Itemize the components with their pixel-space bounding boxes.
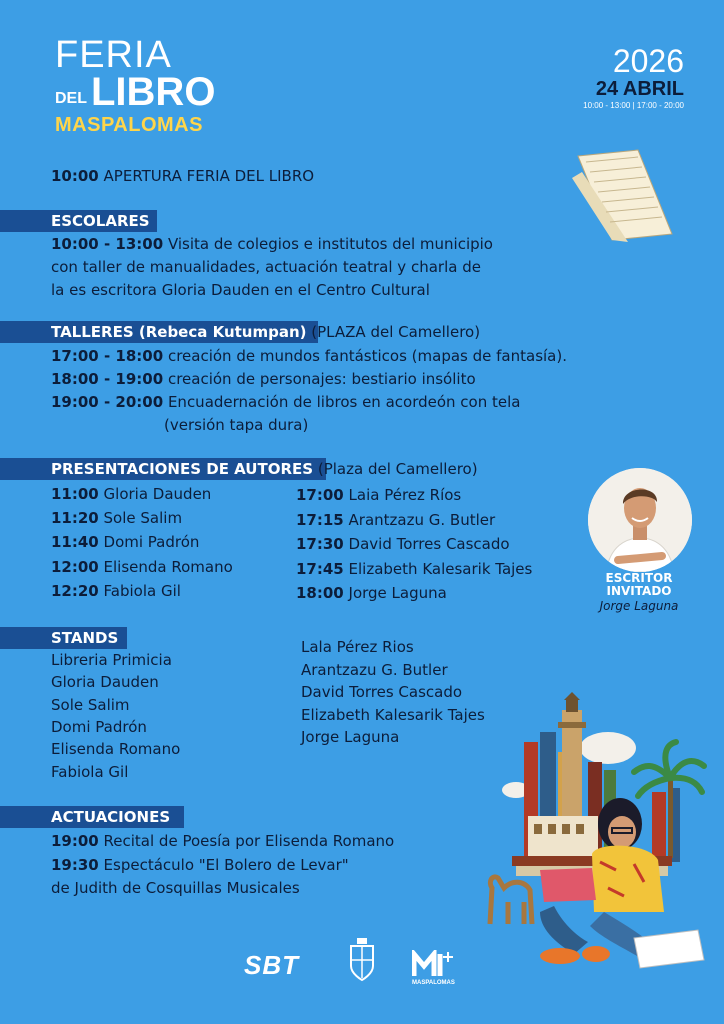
talleres-extra: (versión tapa dura): [164, 416, 309, 434]
guest-label: [584, 572, 694, 614]
presentacion-name: Laia Pérez Ríos: [348, 486, 462, 504]
event-date: [583, 44, 684, 112]
presentacion-name: David Torres Cascado: [348, 535, 510, 553]
presentacion-time: 17:30: [296, 535, 344, 553]
logo-feria: FERIA: [55, 34, 172, 76]
presentaciones-place: (Plaza del Camellero): [317, 460, 478, 478]
presentacion-time: 17:00: [296, 486, 344, 504]
presentacion-name: Arantzazu G. Butler: [348, 511, 496, 529]
talleres-text: creación de personajes: bestiario insólito: [167, 370, 476, 388]
presentacion-time: 17:15: [296, 511, 344, 529]
actuacion-text: Recital de Poesía por Elisenda Romano: [103, 832, 395, 850]
open-book-icon: [568, 148, 676, 244]
stand-item: Libreria Primicia: [51, 651, 172, 669]
presentacion-item: [51, 556, 233, 578]
talleres-text: Encuadernación de libros en acordeón con tela: [167, 393, 521, 411]
actuacion-item: [51, 854, 349, 876]
talleres-header: [51, 321, 480, 343]
presentacion-time: 12:20: [51, 582, 99, 600]
escolares-line-3: la es escritora Gloria Dauden en el Centro Cultural: [51, 281, 430, 299]
presentacion-item: [296, 484, 461, 506]
guest-label-1: ESCRITOR: [605, 571, 673, 585]
presentacion-item: [296, 509, 495, 531]
feria-logo: [55, 36, 215, 138]
opening-text: APERTURA FERIA DEL LIBRO: [103, 167, 315, 185]
footer-logos: [240, 938, 470, 994]
stand-item: Gloria Dauden: [51, 673, 159, 691]
presentacion-name: Sole Salim: [103, 509, 183, 527]
stand-item: Elisenda Romano: [51, 740, 181, 758]
presentacion-item: [296, 558, 532, 580]
presentacion-time: 11:00: [51, 485, 99, 503]
guest-label-2: INVITADO: [606, 584, 672, 598]
presentacion-time: 18:00: [296, 584, 344, 602]
talleres-time: 19:00 - 20:00: [51, 393, 164, 411]
opening-time: 10:00: [51, 167, 99, 185]
presentacion-item: [296, 582, 447, 604]
actuacion-extra: de Judith de Cosquillas Musicales: [51, 879, 300, 897]
presentacion-time: 12:00: [51, 558, 99, 576]
stand-item: Jorge Laguna: [301, 728, 400, 746]
actuaciones-title: ACTUACIONES: [51, 808, 171, 826]
escolares-time: 10:00 - 13:00: [51, 235, 164, 253]
reading-girl-illustration: [484, 692, 708, 974]
actuacion-text: Espectáculo "El Bolero de Levar": [103, 856, 349, 874]
logo-libro: LIBRO: [91, 70, 216, 114]
talleres-text: creación de mundos fantásticos (mapas de fantasía).: [167, 347, 567, 365]
presentaciones-title: PRESENTACIONES DE AUTORES: [51, 460, 314, 478]
presentacion-time: 17:45: [296, 560, 344, 578]
presentacion-name: Fabiola Gil: [103, 582, 181, 600]
talleres-item: [51, 345, 567, 367]
presentacion-name: Jorge Laguna: [348, 584, 447, 602]
stand-item: Arantzazu G. Butler: [301, 661, 448, 679]
presentacion-time: 11:40: [51, 533, 99, 551]
talleres-time: 18:00 - 19:00: [51, 370, 164, 388]
event-day: 24 ABRIL: [595, 78, 684, 100]
presentacion-item: [51, 483, 211, 505]
stands-title: STANDS: [51, 629, 119, 647]
event-hours: 10:00 - 13:00 | 17:00 - 20:00: [583, 101, 684, 110]
logo-place: MASPALOMAS: [55, 114, 203, 136]
stand-item: Sole Salim: [51, 696, 130, 714]
sbt-logo: SBT: [244, 950, 299, 980]
stand-item: Domi Padrón: [51, 718, 147, 736]
escolares-line-2: con taller de manualidades, actuación teatral y charla de: [51, 258, 481, 276]
presentacion-item: [51, 507, 182, 529]
presentacion-item: [51, 531, 199, 553]
presentacion-name: Gloria Dauden: [103, 485, 212, 503]
escolares-text-1: Visita de colegios e institutos del municipio: [167, 235, 493, 253]
talleres-item: [51, 368, 476, 390]
presentacion-name: Domi Padrón: [103, 533, 200, 551]
talleres-item: [51, 391, 520, 413]
presentacion-time: 11:20: [51, 509, 99, 527]
person-icon: [588, 468, 692, 572]
stand-item: Elizabeth Kalesarik Tajes: [301, 706, 485, 724]
presentacion-name: Elizabeth Kalesarik Tajes: [348, 560, 533, 578]
guest-name: Jorge Laguna: [599, 599, 679, 613]
stand-item: Lala Pérez Rios: [301, 638, 414, 656]
event-year: 2026: [612, 43, 684, 79]
actuacion-time: 19:30: [51, 856, 99, 874]
stand-item: David Torres Cascado: [301, 683, 463, 701]
presentacion-item: [51, 580, 181, 602]
actuacion-item: [51, 830, 394, 852]
guest-photo: [588, 468, 692, 572]
logo-del: DEL: [55, 90, 87, 107]
talleres-title: TALLERES (Rebeca Kutumpan): [51, 323, 307, 341]
presentacion-name: Elisenda Romano: [103, 558, 233, 576]
escolares-title: ESCOLARES: [51, 212, 150, 230]
stand-item: Fabiola Gil: [51, 763, 129, 781]
talleres-time: 17:00 - 18:00: [51, 347, 164, 365]
presentacion-item: [296, 533, 510, 555]
maspalomas-logo-icon: [412, 950, 458, 978]
presentaciones-header: [51, 458, 478, 480]
actuacion-time: 19:00: [51, 832, 99, 850]
opening-line: [51, 165, 314, 187]
escolares-line-1: [51, 233, 493, 255]
maspalomas-footer-text: MASPALOMAS: [412, 980, 455, 986]
talleres-place: (PLAZA del Camellero): [311, 323, 481, 341]
coat-of-arms-icon: [348, 938, 376, 984]
